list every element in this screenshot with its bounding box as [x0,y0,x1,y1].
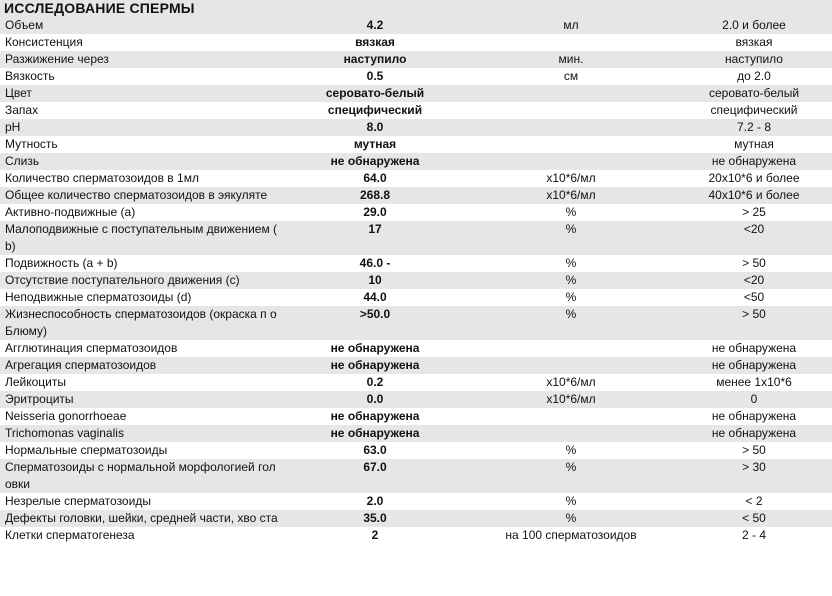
result-value: 2 [284,527,466,544]
result-value: 4.2 [284,17,466,34]
reference-range: 40x10*6 и более [676,187,832,204]
unit: % [466,459,676,493]
table-row [0,119,832,136]
result-value: не обнаружена [284,340,466,357]
parameter-name: Разжижение через [0,51,284,68]
table-row [0,425,832,442]
parameter-name: Агглютинация сперматозоидов [0,340,284,357]
parameter-name: Объем [0,17,284,34]
result-value: не обнаружена [284,425,466,442]
reference-range: менее 1x10*6 [676,374,832,391]
unit: на 100 сперматозоидов [466,527,676,544]
reference-range: специфический [676,102,832,119]
result-value: 35.0 [284,510,466,527]
parameter-name: Нормальные сперматозоиды [0,442,284,459]
report-title: ИССЛЕДОВАНИЕ СПЕРМЫ [0,0,832,17]
parameter-name: Активно-подвижные (а) [0,204,284,221]
reference-range: вязкая [676,34,832,51]
reference-range: серовато-белый [676,85,832,102]
table-row [0,459,832,493]
parameter-name: Цвет [0,85,284,102]
reference-range: > 50 [676,306,832,340]
result-value: 17 [284,221,466,255]
result-value: специфический [284,102,466,119]
result-value: 46.0 - [284,255,466,272]
result-value: >50.0 [284,306,466,340]
unit: мл [466,17,676,34]
parameter-name: Эритроциты [0,391,284,408]
parameter-name: Trichomonas vaginalis [0,425,284,442]
parameter-name: Дефекты головки, шейки, средней части, хво ста [0,510,284,527]
parameter-name: Агрегация сперматозоидов [0,357,284,374]
unit [466,357,676,374]
parameter-name: Неподвижные сперматозоиды (d) [0,289,284,306]
results-table-body [0,17,832,544]
reference-range: 20x10*6 и более [676,170,832,187]
parameter-name: Консистенция [0,34,284,51]
reference-range: не обнаружена [676,340,832,357]
table-row [0,102,832,119]
reference-range: 7.2 - 8 [676,119,832,136]
result-value: 29.0 [284,204,466,221]
reference-range: <20 [676,272,832,289]
parameter-name: Жизнеспособность сперматозоидов (окраска п о Блюму) [0,306,284,340]
result-value: 64.0 [284,170,466,187]
result-value: 0.0 [284,391,466,408]
unit [466,85,676,102]
reference-range: > 30 [676,459,832,493]
unit [466,102,676,119]
result-value: 0.2 [284,374,466,391]
unit [466,153,676,170]
parameter-name: Запах [0,102,284,119]
parameter-name: Лейкоциты [0,374,284,391]
reference-range: > 25 [676,204,832,221]
table-row [0,85,832,102]
reference-range: <50 [676,289,832,306]
unit: % [466,510,676,527]
unit [466,34,676,51]
parameter-name: Клетки сперматогенеза [0,527,284,544]
reference-range: не обнаружена [676,408,832,425]
unit: x10*6/мл [466,170,676,187]
unit: % [466,493,676,510]
table-row [0,289,832,306]
result-value: 44.0 [284,289,466,306]
unit: x10*6/мл [466,374,676,391]
table-row [0,408,832,425]
table-row [0,17,832,34]
unit [466,136,676,153]
parameter-name: Сперматозоиды с нормальной морфологией гол овки [0,459,284,493]
table-row [0,51,832,68]
unit: % [466,255,676,272]
reference-range: < 50 [676,510,832,527]
unit: x10*6/мл [466,391,676,408]
parameter-name: Отсутствие поступательного движения (c) [0,272,284,289]
result-value: не обнаружена [284,153,466,170]
result-value: 10 [284,272,466,289]
reference-range: < 2 [676,493,832,510]
table-row [0,357,832,374]
reference-range: до 2.0 [676,68,832,85]
table-row [0,391,832,408]
parameter-name: Малоподвижные с поступательным движением ( b) [0,221,284,255]
result-value: наступило [284,51,466,68]
unit [466,408,676,425]
reference-range: 2.0 и более [676,17,832,34]
result-value: 63.0 [284,442,466,459]
table-row [0,153,832,170]
reference-range: не обнаружена [676,153,832,170]
reference-range: наступило [676,51,832,68]
unit: % [466,221,676,255]
result-value: не обнаружена [284,357,466,374]
unit: % [466,204,676,221]
unit [466,119,676,136]
parameter-name: Количество сперматозоидов в 1мл [0,170,284,187]
table-row [0,493,832,510]
table-row [0,340,832,357]
result-value: 2.0 [284,493,466,510]
result-value: 0.5 [284,68,466,85]
unit: % [466,442,676,459]
reference-range: мутная [676,136,832,153]
table-row [0,527,832,544]
unit: мин. [466,51,676,68]
unit: % [466,289,676,306]
table-row [0,170,832,187]
parameter-name: pH [0,119,284,136]
table-row [0,272,832,289]
result-value: мутная [284,136,466,153]
result-value: серовато-белый [284,85,466,102]
table-row [0,306,832,340]
unit: % [466,306,676,340]
reference-range: не обнаружена [676,425,832,442]
parameter-name: Мутность [0,136,284,153]
result-value: 8.0 [284,119,466,136]
reference-range: <20 [676,221,832,255]
result-value: 268.8 [284,187,466,204]
table-row [0,204,832,221]
reference-range: 0 [676,391,832,408]
reference-range: не обнаружена [676,357,832,374]
table-row [0,221,832,255]
parameter-name: Подвижность (a + b) [0,255,284,272]
result-value: вязкая [284,34,466,51]
parameter-name: Вязкость [0,68,284,85]
results-table [0,17,832,544]
parameter-name: Общее количество сперматозоидов в эякуляте [0,187,284,204]
parameter-name: Слизь [0,153,284,170]
unit [466,425,676,442]
table-row [0,442,832,459]
parameter-name: Neisseria gonorrhoeae [0,408,284,425]
unit [466,340,676,357]
reference-range: > 50 [676,255,832,272]
parameter-name: Незрелые сперматозоиды [0,493,284,510]
table-row [0,187,832,204]
unit: см [466,68,676,85]
reference-range: 2 - 4 [676,527,832,544]
table-row [0,255,832,272]
table-row [0,510,832,527]
table-row [0,136,832,153]
reference-range: > 50 [676,442,832,459]
table-row [0,68,832,85]
table-row [0,374,832,391]
result-value: 67.0 [284,459,466,493]
table-row [0,34,832,51]
unit: % [466,272,676,289]
result-value: не обнаружена [284,408,466,425]
unit: x10*6/мл [466,187,676,204]
